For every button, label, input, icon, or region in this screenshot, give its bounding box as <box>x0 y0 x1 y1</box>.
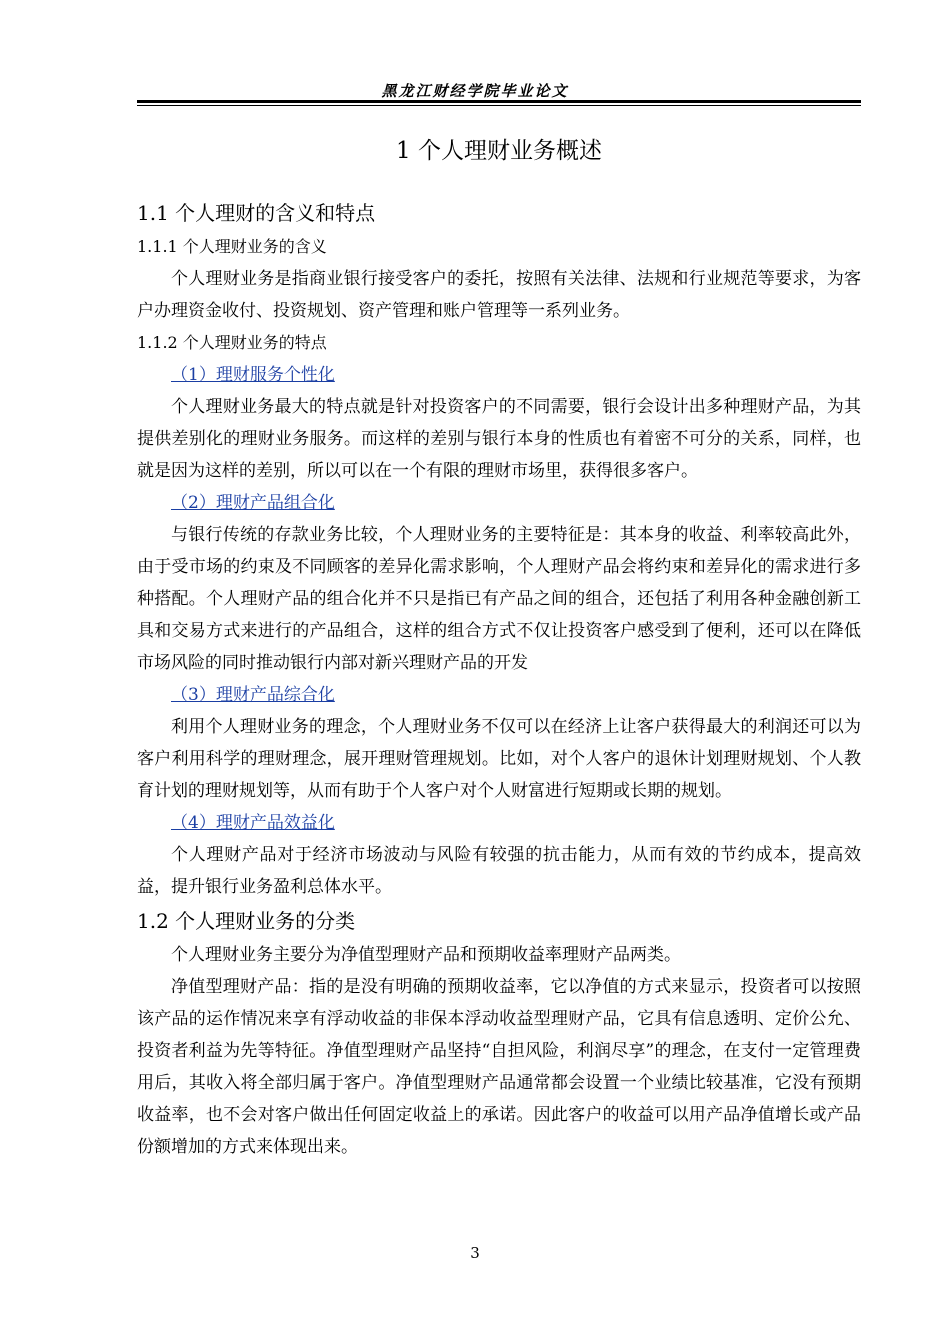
running-header: 黑龙江财经学院毕业论文 <box>381 82 569 100</box>
paragraph: 个人理财业务是指商业银行接受客户的委托，按照有关法律、法规和行业规范等要求，为客户办理资金收付、投资规划、资产管理和账户管理等一系列业务。 <box>137 269 861 321</box>
item-link-3[interactable]: （3）理财产品综合化 <box>171 685 335 705</box>
page-body <box>137 131 861 1163</box>
paragraph: 个人理财产品对于经济市场波动与风险有较强的抗击能力，从而有效的节约成本，提高效益，提升银行业务盈利总体水平。 <box>137 845 861 897</box>
item-link-2[interactable]: （2）理财产品组合化 <box>171 493 335 513</box>
list-item-label[interactable] <box>137 359 861 391</box>
header-rule-thick <box>137 100 861 103</box>
item-link-4[interactable]: （4）理财产品效益化 <box>171 813 335 833</box>
list-item-label[interactable] <box>137 807 861 839</box>
subsection-heading-1-1-2: 1.1.2 个人理财业务的特点 <box>137 333 327 352</box>
chapter-title: 1 个人理财业务概述 <box>396 138 602 164</box>
item-link-1[interactable]: （1）理财服务个性化 <box>171 365 335 385</box>
paragraph: 与银行传统的存款业务比较，个人理财业务的主要特征是：其本身的收益、利率较高此外，由于受市场的约束及不同顾客的差异化需求影响，个人理财产品会将约束和差异化的需求进行多种搭配。个人理财产品的组合化并不只是指已有产品之间的组合，还包括了利用各种金融创新工具和交易方式来进行的产品组合，这样的组合方式不仅让投资客户感受到了便利，还可以在降低市场风险的同时推动银行内部对新兴理财产品的开发 <box>137 525 861 673</box>
paragraph: 个人理财业务主要分为净值型理财产品和预期收益率理财产品两类。 <box>171 945 681 965</box>
list-item-label[interactable] <box>137 487 861 519</box>
section-heading-1-1: 1.1 个人理财的含义和特点 <box>137 201 376 225</box>
paragraph: 净值型理财产品：指的是没有明确的预期收益率，它以净值的方式来显示，投资者可以按照该产品的运作情况来享有浮动收益的非保本浮动收益型理财产品，它具有信息透明、定价公允、投资者利益为先等特征。净值型理财产品坚持“自担风险，利润尽享”的理念，在支付一定管理费用后，其收入将全部归属于客户。净值型理财产品通常都会设置一个业绩比较基准，它没有预期收益率，也不会对客户做出任何固定收益上的承诺。因此客户的收益可以用产品净值增长或产品份额增加的方式来体现出来。 <box>137 977 861 1157</box>
page-number: 3 <box>470 1244 480 1262</box>
paragraph: 利用个人理财业务的理念，个人理财业务不仅可以在经济上让客户获得最大的利润还可以为客户利用科学的理财理念，展开理财管理规划。比如，对个人客户的退休计划理财规划、个人教育计划的理财规划等，从而有助于个人客户对个人财富进行短期或长期的规划。 <box>137 717 861 801</box>
header-rule-thin <box>137 105 861 106</box>
list-item-label[interactable] <box>137 679 861 711</box>
paragraph: 个人理财业务最大的特点就是针对投资客户的不同需要，银行会设计出多种理财产品，为其提供差别化的理财业务服务。而这样的差别与银行本身的性质也有着密不可分的关系，同样，也就是因为这样的差别，所以可以在一个有限的理财市场里，获得很多客户。 <box>137 397 861 481</box>
section-heading-1-2: 1.2 个人理财业务的分类 <box>137 909 356 933</box>
subsection-heading-1-1-1: 1.1.1 个人理财业务的含义 <box>137 237 327 256</box>
